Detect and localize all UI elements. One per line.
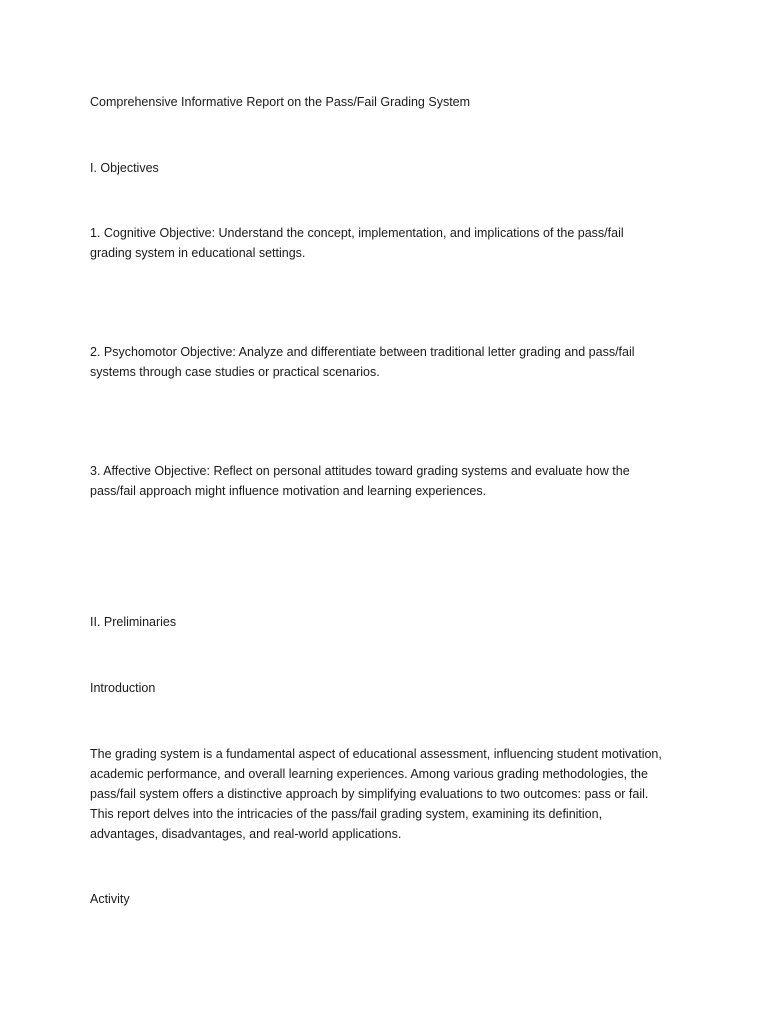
- introduction-line-4: This report delves into the intricacies of the pass/fail grading system, examining its definition,: [90, 807, 603, 821]
- activity-heading: Activity: [90, 892, 130, 906]
- objective-3-line-2: pass/fail approach might influence motivation and learning experiences.: [90, 484, 487, 498]
- section-heading-objectives: I. Objectives: [90, 161, 159, 175]
- document-title: Comprehensive Informative Report on the Pass/Fail Grading System: [90, 95, 471, 109]
- objective-1-line-1: 1. Cognitive Objective: Understand the concept, implementation, and implications of the pass/fail: [90, 226, 624, 240]
- section-heading-preliminaries: II. Preliminaries: [90, 615, 177, 629]
- objective-2-line-1: 2. Psychomotor Objective: Analyze and differentiate between traditional letter grading and pass/fail: [90, 345, 635, 359]
- introduction-line-5: advantages, disadvantages, and real-world applications.: [90, 827, 402, 841]
- introduction-line-3: pass/fail system offers a distinctive approach by simplifying evaluations to two outcomes: pass or fail.: [90, 787, 649, 801]
- introduction-line-1: The grading system is a fundamental aspect of educational assessment, influencing student motivation,: [90, 747, 662, 761]
- introduction-line-2: academic performance, and overall learning experiences. Among various grading methodologies, the: [90, 767, 648, 781]
- objective-3-line-1: 3. Affective Objective: Reflect on personal attitudes toward grading systems and evaluate how the: [90, 464, 630, 478]
- objective-1-line-2: grading system in educational settings.: [90, 246, 306, 260]
- objective-2-line-2: systems through case studies or practical scenarios.: [90, 365, 380, 379]
- introduction-heading: Introduction: [90, 681, 156, 695]
